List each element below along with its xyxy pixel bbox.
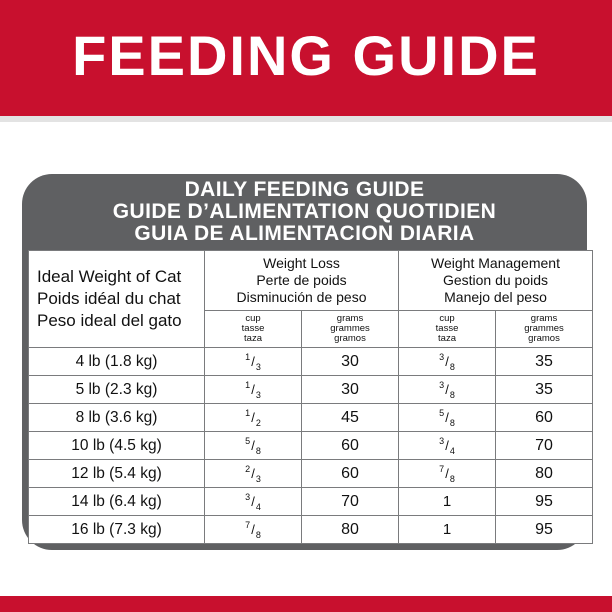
table-row xyxy=(29,516,593,544)
mgmt-grams-cell: 95 xyxy=(496,516,593,544)
weight-cell: 5 lb (2.3 kg) xyxy=(29,376,205,404)
loss-grams-cell: 30 xyxy=(302,376,399,404)
weight-loss-es: Disminución de peso xyxy=(236,288,367,305)
mgmt-cup-cell: 1 xyxy=(399,516,496,544)
mgmt-cup-cell: $^5/_8$ xyxy=(399,404,496,432)
table-row xyxy=(29,348,593,376)
mgmt-cup-cell: $^7/_8$ xyxy=(399,460,496,488)
weight-column-header xyxy=(29,251,205,348)
grammes-label: grammes xyxy=(330,322,370,334)
loss-grams-cell: 60 xyxy=(302,460,399,488)
tasse-label: tasse xyxy=(241,322,265,334)
loss-cup-cell: $^2/_3$ xyxy=(205,460,302,488)
tasse-label: tasse xyxy=(435,322,459,334)
cup-label: cup xyxy=(245,312,261,324)
mgmt-grams-cell: 70 xyxy=(496,432,593,460)
weight-mgmt-fr: Gestion du poids xyxy=(442,271,549,288)
weight-header-en: Ideal Weight of Cat xyxy=(37,267,182,286)
table-row xyxy=(29,432,593,460)
weight-cell: 4 lb (1.8 kg) xyxy=(29,348,205,376)
gramos-label: gramos xyxy=(334,332,366,344)
weight-header-es: Peso ideal del gato xyxy=(37,311,182,330)
loss-cup-cell: $^1/_3$ xyxy=(205,376,302,404)
weight-loss-header xyxy=(205,251,399,311)
mgmt-grams-cell: 95 xyxy=(496,488,593,516)
feeding-guide-banner xyxy=(0,0,612,116)
grammes-label: grammes xyxy=(524,322,564,334)
loss-cup-header xyxy=(205,310,302,347)
card-title-es: GUIA DE ALIMENTACION DIARIA xyxy=(134,222,475,245)
weight-loss-fr: Perte de poids xyxy=(256,271,347,288)
mgmt-grams-cell: 80 xyxy=(496,460,593,488)
loss-cup-cell: $^7/_8$ xyxy=(205,516,302,544)
weight-cell: 10 lb (4.5 kg) xyxy=(29,432,205,460)
weight-cell: 12 lb (5.4 kg) xyxy=(29,460,205,488)
mgmt-cup-header xyxy=(399,310,496,347)
loss-grams-cell: 60 xyxy=(302,432,399,460)
table-row xyxy=(29,460,593,488)
mgmt-cup-cell: $^3/_8$ xyxy=(399,348,496,376)
card-header xyxy=(22,174,587,252)
gramos-label: gramos xyxy=(528,332,560,344)
bottom-red-stripe xyxy=(0,596,612,612)
grams-label: grams xyxy=(530,312,558,324)
card-title-fr: GUIDE D’ALIMENTATION QUOTIDIEN xyxy=(112,200,497,223)
banner-shadow-stripe xyxy=(0,116,612,122)
loss-grams-cell: 45 xyxy=(302,404,399,432)
loss-grams-cell: 30 xyxy=(302,348,399,376)
grams-label: grams xyxy=(336,312,364,324)
weight-mgmt-es: Manejo del peso xyxy=(444,288,547,305)
weight-management-header xyxy=(399,251,593,311)
loss-cup-cell: $^3/_4$ xyxy=(205,488,302,516)
table-row xyxy=(29,376,593,404)
loss-grams-cell: 70 xyxy=(302,488,399,516)
weight-cell: 8 lb (3.6 kg) xyxy=(29,404,205,432)
mgmt-cup-cell: $^3/_4$ xyxy=(399,432,496,460)
mgmt-cup-cell: 1 xyxy=(399,488,496,516)
card-title-en: DAILY FEEDING GUIDE xyxy=(184,178,425,201)
mgmt-cup-cell: $^3/_8$ xyxy=(399,376,496,404)
mgmt-grams-cell: 35 xyxy=(496,348,593,376)
loss-cup-cell: $^1/_3$ xyxy=(205,348,302,376)
mgmt-grams-header xyxy=(496,310,593,347)
banner-title: FEEDING GUIDE xyxy=(72,23,540,87)
weight-header-fr: Poids idéal du chat xyxy=(37,289,181,308)
table-header-row xyxy=(29,251,593,311)
loss-cup-cell: $^5/_8$ xyxy=(205,432,302,460)
mgmt-grams-cell: 35 xyxy=(496,376,593,404)
mgmt-grams-cell: 60 xyxy=(496,404,593,432)
loss-cup-cell: $^1/_2$ xyxy=(205,404,302,432)
feeding-table xyxy=(28,250,593,544)
weight-cell: 14 lb (6.4 kg) xyxy=(29,488,205,516)
cup-label: cup xyxy=(439,312,455,324)
weight-cell: 16 lb (7.3 kg) xyxy=(29,516,205,544)
table-row xyxy=(29,488,593,516)
loss-grams-header xyxy=(302,310,399,347)
loss-grams-cell: 80 xyxy=(302,516,399,544)
weight-mgmt-en: Weight Management xyxy=(431,254,560,271)
weight-loss-en: Weight Loss xyxy=(263,254,340,271)
taza-label: taza xyxy=(438,332,456,344)
table-row xyxy=(29,404,593,432)
taza-label: taza xyxy=(244,332,262,344)
